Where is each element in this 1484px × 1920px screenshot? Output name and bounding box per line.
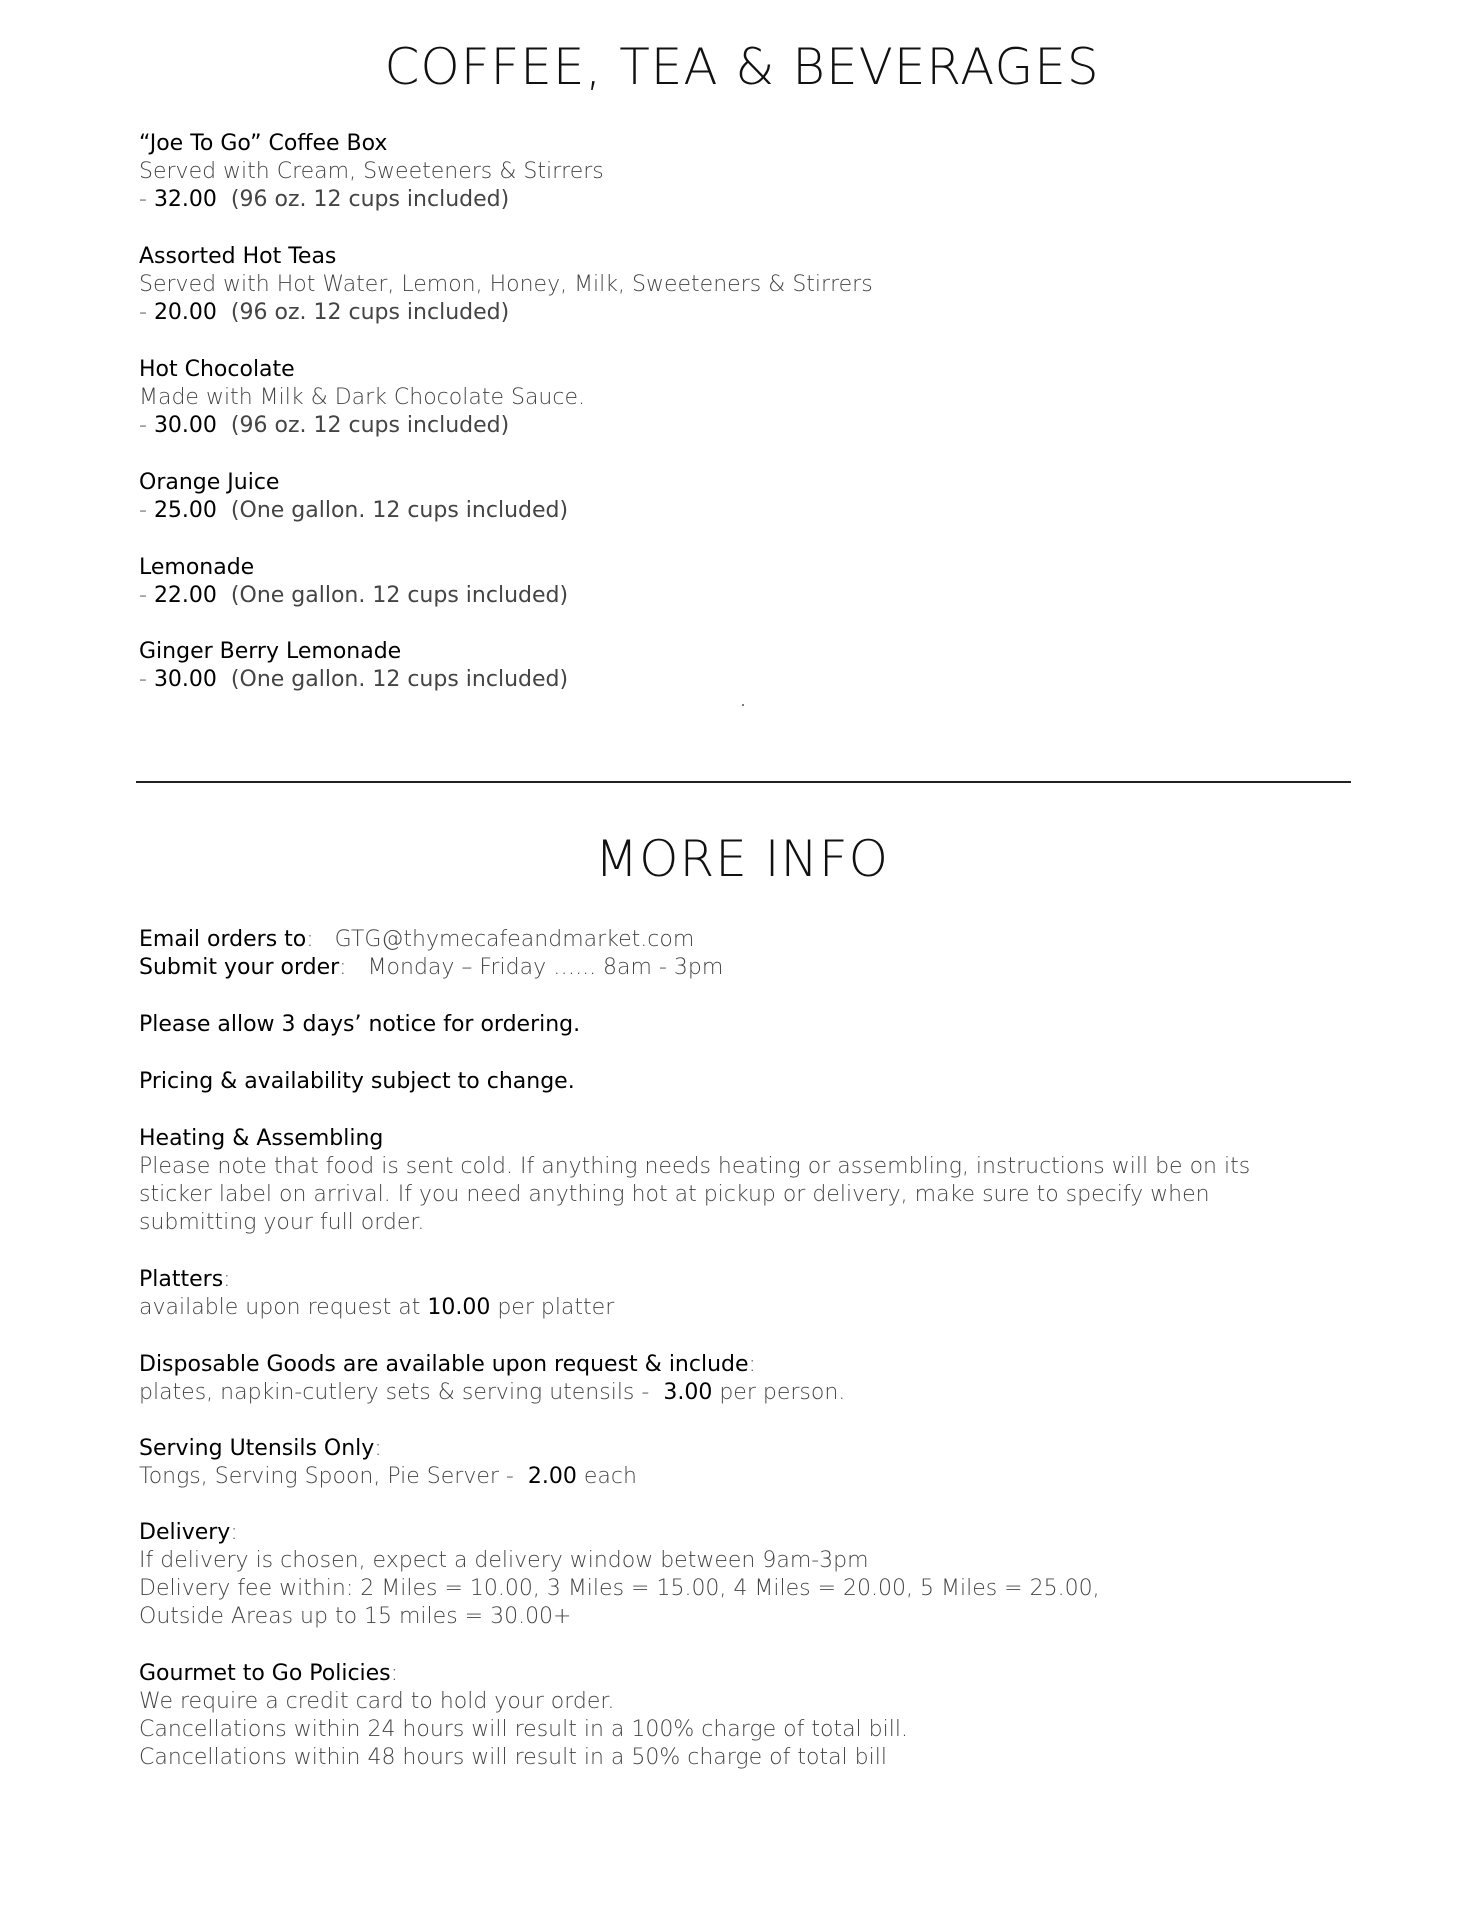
menu-item-coffee-box: [139, 130, 1349, 214]
delivery-line: Delivery fee within: 2 Miles = 10.00, 3 Miles = 15.00, 4 Miles = 20.00, 5 Miles = 25.00,: [139, 1576, 1100, 1601]
heating-text-line: Please note that food is sent cold. If anything needs heating or assembling, instructions will be on its: [139, 1154, 1251, 1179]
disposable-block: [139, 1351, 1349, 1407]
utensils-title: Serving Utensils Only: [139, 1436, 375, 1461]
item-price-line: - 30.00 (One gallon. 12 cups included): [139, 667, 569, 692]
utensils-price: 2.00: [527, 1464, 577, 1489]
policies-title-line: Gourmet to Go Policies:: [139, 1661, 399, 1686]
notice-block: [139, 1011, 1349, 1039]
email-address[interactable]: GTG@thymecafeandmarket.com: [334, 927, 695, 952]
item-description: Served with Hot Water, Lemon, Honey, Milk, Sweeteners & Stirrers: [139, 272, 873, 297]
item-price: 20.00: [153, 300, 217, 325]
pricing-block: [139, 1068, 1349, 1096]
item-note: (One gallon. 12 cups included): [230, 498, 569, 523]
item-price-line: - 25.00 (One gallon. 12 cups included): [139, 498, 569, 523]
policies-title: Gourmet to Go Policies: [139, 1661, 391, 1686]
delivery-title: Delivery: [139, 1520, 231, 1545]
platters-block: [139, 1266, 1349, 1322]
submit-label: Submit your order: [139, 955, 340, 980]
policies-line: We require a credit card to hold your order.: [139, 1689, 615, 1714]
submit-hours: Monday – Friday …... 8am - 3pm: [367, 955, 724, 980]
delivery-line: Outside Areas up to 15 miles = 30.00+: [139, 1604, 572, 1629]
platters-price: 10.00: [427, 1295, 491, 1320]
utensils-detail: Tongs, Serving Spoon, Pie Server - 2.00 each: [139, 1464, 637, 1489]
item-name: Orange Juice: [139, 470, 280, 495]
utensils-title-line: Serving Utensils Only:: [139, 1436, 382, 1461]
utensils-block: [139, 1435, 1349, 1491]
item-price: 25.00: [153, 498, 217, 523]
email-label: Email orders to: [139, 927, 307, 952]
contact-block: [139, 926, 1349, 982]
item-description: Made with Milk & Dark Chocolate Sauce.: [139, 385, 585, 410]
menu-item-orange-juice: [139, 469, 1349, 525]
submit-line: Submit your order: Monday – Friday …... 8am - 3pm: [139, 955, 724, 980]
item-note: (96 oz. 12 cups included): [230, 300, 510, 325]
item-note: (One gallon. 12 cups included): [230, 667, 569, 692]
policies-block: [139, 1660, 1349, 1772]
heating-text-line: sticker label on arrival. If you need anything hot at pickup or delivery, make sure to specify when: [139, 1182, 1210, 1207]
policies-line: Cancellations within 48 hours will result in a 50% charge of total bill: [139, 1745, 887, 1770]
item-price-line: - 22.00 (One gallon. 12 cups included): [139, 583, 569, 608]
heating-text-line: submitting your full order.: [139, 1210, 425, 1235]
platters-detail: available upon request at 10.00 per platter: [139, 1295, 615, 1320]
heating-block: [139, 1125, 1349, 1237]
item-name: Ginger Berry Lemonade: [139, 639, 402, 664]
item-name: Hot Chocolate: [139, 357, 295, 382]
item-note: (96 oz. 12 cups included): [230, 187, 510, 212]
section-divider: [136, 781, 1351, 783]
item-description: Served with Cream, Sweeteners & Stirrers: [139, 159, 604, 184]
menu-item-ginger-berry-lemonade: [139, 638, 1349, 694]
policies-line: Cancellations within 24 hours will result in a 100% charge of total bill.: [139, 1717, 908, 1742]
disposable-title-line: Disposable Goods are available upon request & include:: [139, 1352, 756, 1377]
info-section-title: MORE INFO: [595, 830, 889, 888]
disposable-title: Disposable Goods are available upon request & include: [139, 1352, 749, 1377]
menu-item-hot-teas: [139, 243, 1349, 327]
email-line: Email orders to: GTG@thymecafeandmarket.com: [139, 927, 695, 952]
item-note: (96 oz. 12 cups included): [230, 413, 510, 438]
item-price: 32.00: [153, 187, 217, 212]
pricing-text: Pricing & availability subject to change.: [139, 1069, 575, 1094]
delivery-block: [139, 1519, 1349, 1631]
notice-text: Please allow 3 days’ notice for ordering.: [139, 1012, 581, 1037]
disposable-detail: plates, napkin-cutlery sets & serving utensils - 3.00 per person.: [139, 1380, 846, 1405]
item-price: 30.00: [153, 667, 217, 692]
platters-title: Platters: [139, 1267, 224, 1292]
item-note: (One gallon. 12 cups included): [230, 583, 569, 608]
heating-title: Heating & Assembling: [139, 1126, 384, 1151]
item-price-line: - 20.00 (96 oz. 12 cups included): [139, 300, 510, 325]
item-name: “Joe To Go” Coffee Box: [139, 131, 388, 156]
item-price-line: - 32.00 (96 oz. 12 cups included): [139, 187, 510, 212]
coffee-section-title: COFFEE, TEA & BEVERAGES: [384, 38, 1100, 96]
item-price: 22.00: [153, 583, 217, 608]
delivery-title-line: Delivery:: [139, 1520, 238, 1545]
menu-item-hot-chocolate: [139, 356, 1349, 440]
item-price-line: - 30.00 (96 oz. 12 cups included): [139, 413, 510, 438]
menu-item-lemonade: [139, 554, 1349, 610]
stray-dot: [742, 704, 744, 706]
item-name: Lemonade: [139, 555, 255, 580]
item-name: Assorted Hot Teas: [139, 244, 337, 269]
item-price: 30.00: [153, 413, 217, 438]
disposable-price: 3.00: [663, 1380, 713, 1405]
platters-title-line: Platters:: [139, 1267, 231, 1292]
delivery-line: If delivery is chosen, expect a delivery window between 9am-3pm: [139, 1548, 869, 1573]
